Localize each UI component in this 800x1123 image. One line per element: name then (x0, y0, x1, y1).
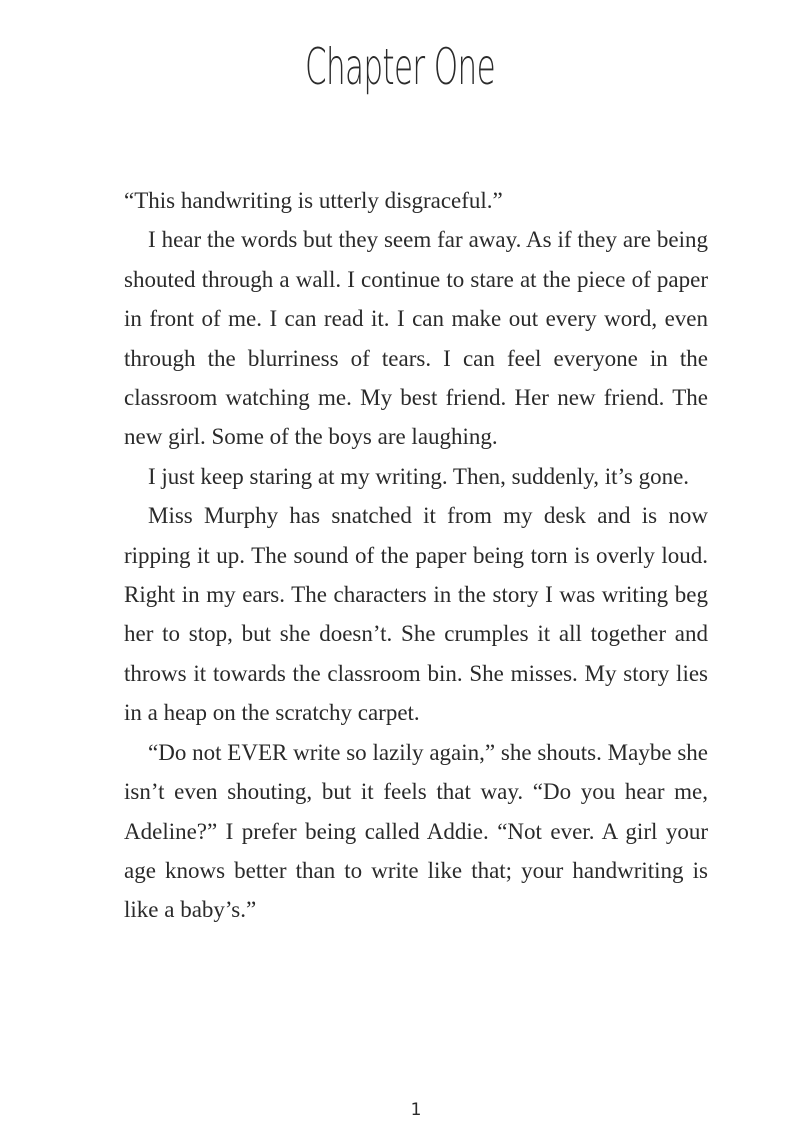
paragraph-4: Miss Murphy has snatched it from my desk and is now ripping it up. The sound of the paper being torn is overly loud. Right in my ears. The characters in the story I was writing beg her to stop, but she doesn’t. She crumples it all together and throws it towards the classroom bin. She misses. My story lies in a heap on the scratchy carpet. (124, 503, 708, 726)
paragraph-1: “This handwriting is utterly disgraceful.” (124, 188, 503, 213)
chapter-body (124, 181, 708, 930)
paragraph-2: I hear the words but they seem far away. As if they are being shouted through a wall. I continue to stare at the piece of paper in front of me. I can read it. I can make out every word, even through the blurriness of tears. I can feel everyone in the classroom watching me. My best friend. Her new friend. The new girl. Some of the boys are laughing. (124, 227, 708, 450)
paragraph-3: I just keep staring at my writing. Then, suddenly, it’s gone. (148, 463, 690, 489)
chapter-title: Chapter One (304, 38, 496, 96)
page-number: 1 (410, 1100, 422, 1120)
paragraph-5: “Do not EVER write so lazily again,” she shouts. Maybe she isn’t even shouting, but it feels that way. “Do you hear me, Adeline?” I prefer being called Addie. “Not ever. A girl your age knows better than to write like that; your handwriting is like a baby’s.” (124, 739, 708, 923)
